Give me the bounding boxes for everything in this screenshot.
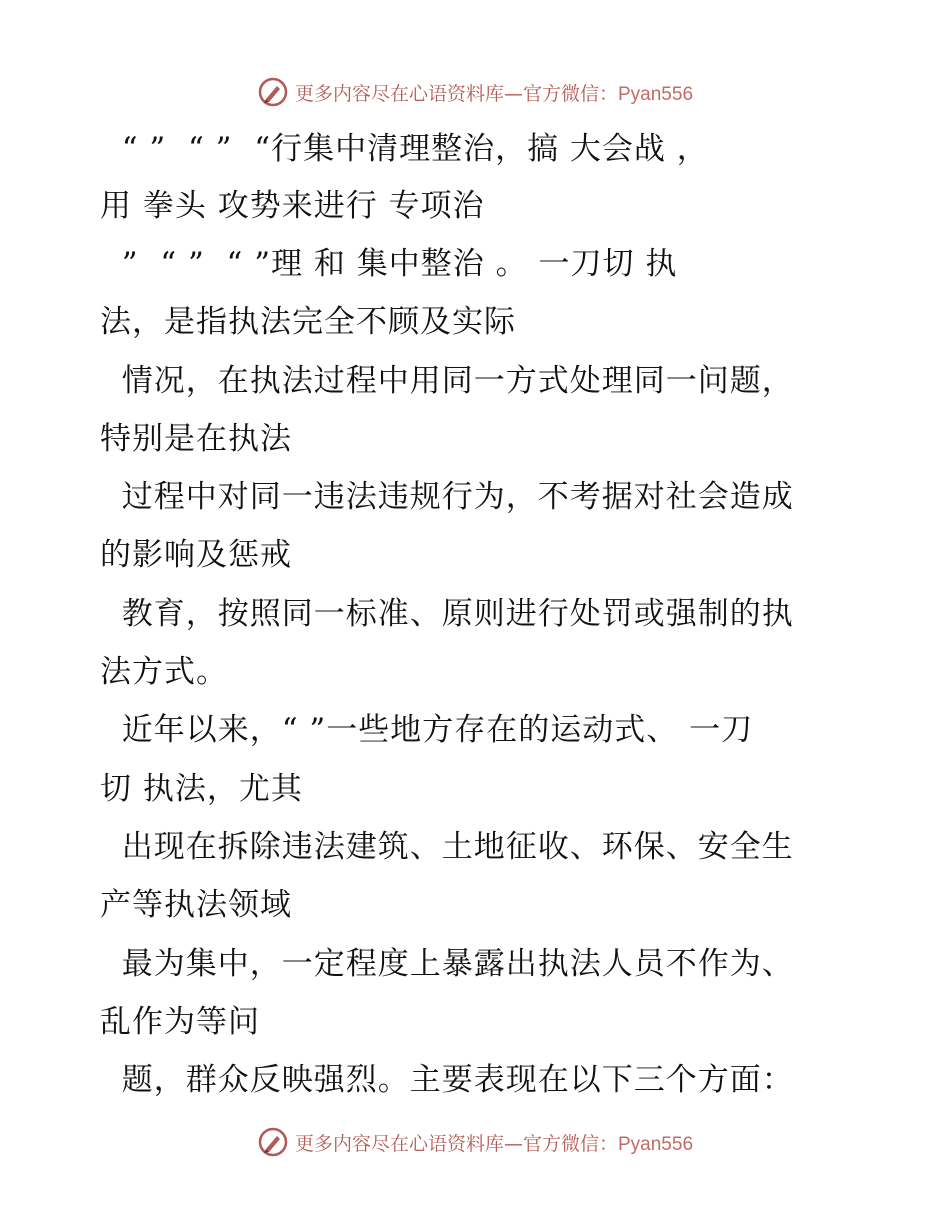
body-line: 教育，按照同一标准、原则进行处罚或强制的执: [100, 596, 794, 632]
body-line: 切 执法，尤其: [100, 771, 303, 807]
pen-logo-icon: [257, 1126, 289, 1158]
body-line: 题，群众反映强烈。主要表现在以下三个方面：: [100, 1062, 794, 1098]
watermark-id: Pyan556: [618, 1133, 694, 1155]
body-line: 的影响及惩戒: [100, 537, 292, 573]
body-line: 用 拳头 攻势来进行 专项治: [100, 188, 485, 224]
body-line: 近年以来，“ ”一些地方存在的运动式、 一刀: [100, 712, 754, 748]
header-watermark: [0, 72, 950, 112]
pen-logo-icon: [257, 76, 289, 108]
body-line: 最为集中，一定程度上暴露出执法人员不作为、: [100, 946, 794, 982]
body-line: 情况，在执法过程中用同一方式处理同一问题，: [100, 363, 794, 399]
body-line: 特别是在执法: [100, 421, 292, 457]
watermark-text: 更多内容尽在心语资料库—官方微信：Pyan556: [294, 1132, 694, 1155]
body-line: 产等执法领域: [100, 887, 292, 923]
footer-watermark: [0, 1122, 950, 1162]
body-line: 法方式。: [100, 654, 228, 690]
body-line: 乱作为等问: [100, 1004, 260, 1040]
body-line: 法，是指执法完全不顾及实际: [100, 304, 516, 340]
watermark-text: 更多内容尽在心语资料库—官方微信：Pyan556: [294, 82, 694, 105]
body-line: 过程中对同一违法违规行为，不考据对社会造成: [100, 479, 794, 515]
body-line: 出现在拆除违法建筑、土地征收、环保、安全生: [100, 829, 794, 865]
watermark-id: Pyan556: [618, 83, 694, 105]
body-line: “ ” “ ” “行集中清理整治，搞 大会战 ，: [100, 131, 709, 167]
body-line: ” “ ” “ ”理 和 集中整治 。 一刀切 执: [100, 246, 678, 282]
